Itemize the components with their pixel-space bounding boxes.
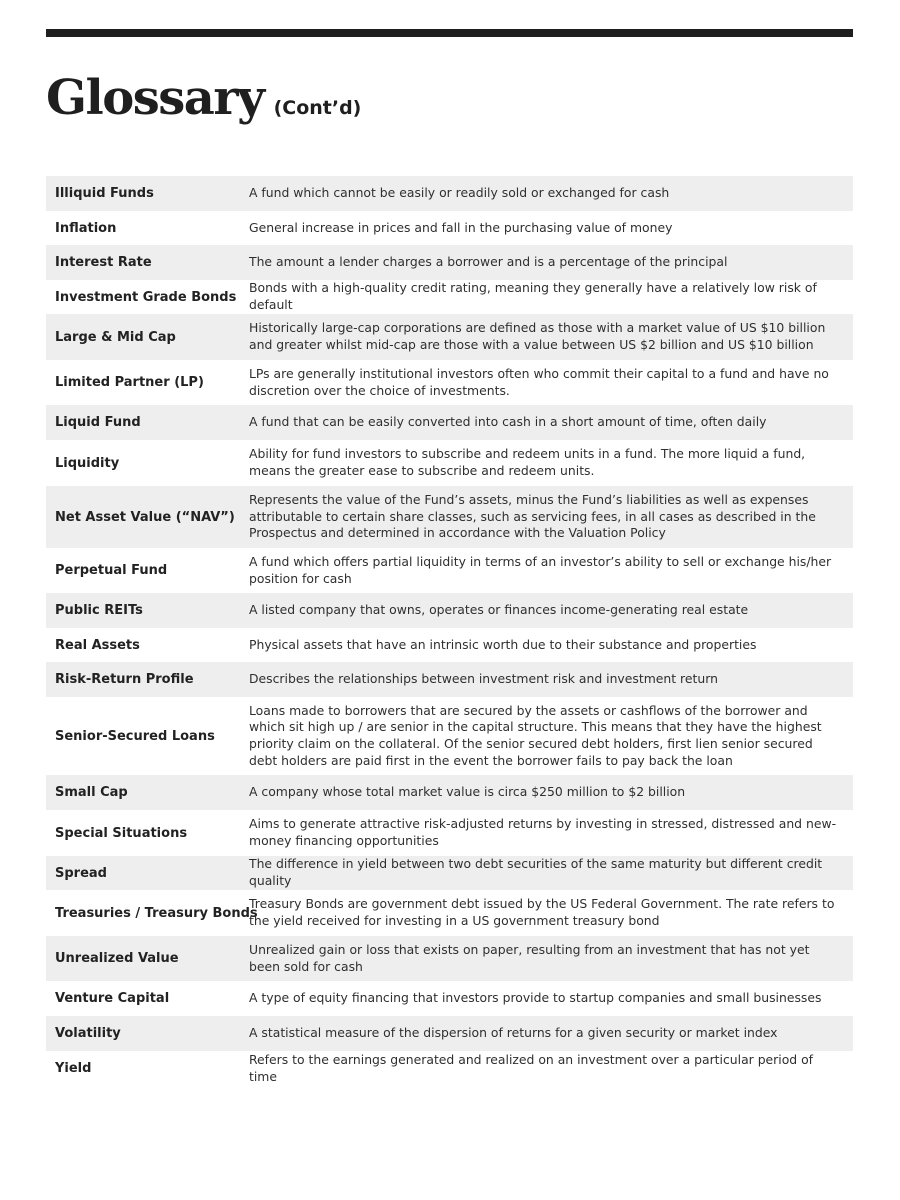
glossary-row xyxy=(46,176,853,211)
glossary-definition: Aims to generate attractive risk-adjusted returns by investing in stressed, distressed and new-money financing opportunities xyxy=(249,816,837,848)
glossary-definition: The amount a lender charges a borrower and is a percentage of the principal xyxy=(249,254,728,270)
glossary-definition: A statistical measure of the dispersion of returns for a given security or market index xyxy=(249,1025,778,1041)
glossary-row xyxy=(46,981,853,1016)
glossary-definition: A fund which cannot be easily or readily sold or exchanged for cash xyxy=(249,185,670,201)
glossary-term: Small Cap xyxy=(55,785,128,800)
glossary-row xyxy=(46,628,853,662)
glossary-definition: Loans made to borrowers that are secured by the assets or cashflows of the borrower and which sit high up / are senior in the capital structure. This means that they have the highest priority claim on the collateral. Of the senior secured debt holders, first lien senior secured debt holders are paid first in the event the borrower fails to pay back the loan xyxy=(249,702,822,768)
glossary-term: Spread xyxy=(55,865,107,881)
glossary-term: Senior-Secured Loans xyxy=(55,728,215,744)
glossary-definition: Treasury Bonds are government debt issued by the US Federal Government. The rate refers to the yield received for investing in a US government treasury bond xyxy=(249,896,835,928)
glossary-row xyxy=(46,662,853,697)
glossary-row xyxy=(46,1051,853,1086)
glossary-row xyxy=(46,405,853,440)
glossary-definition: Physical assets that have an intrinsic worth due to their substance and properties xyxy=(249,636,757,652)
glossary-term: Net Asset Value (“NAV”) xyxy=(55,509,235,525)
page-heading xyxy=(46,70,362,126)
glossary-term: Real Assets xyxy=(55,637,140,653)
glossary-row xyxy=(46,890,853,936)
glossary-term: Interest Rate xyxy=(55,255,152,270)
glossary-definition: A fund which offers partial liquidity in terms of an investor’s ability to sell or exchange his/her position for cash xyxy=(249,553,832,586)
glossary-definition: General increase in prices and fall in the purchasing value of money xyxy=(249,219,673,235)
glossary-row xyxy=(46,280,853,314)
glossary-row xyxy=(46,211,853,245)
glossary-row xyxy=(46,856,853,890)
glossary-definition: Refers to the earnings generated and realized on an investment over a particular period of time xyxy=(249,1051,814,1084)
glossary-term: Special Situations xyxy=(55,825,188,841)
page-title-suffix: (Cont’d) xyxy=(273,97,362,119)
glossary-row xyxy=(46,936,853,981)
glossary-row xyxy=(46,593,853,628)
glossary-definition: Bonds with a high-quality credit rating, meaning they generally have a relatively low risk of default xyxy=(249,280,817,312)
glossary-term: Limited Partner (LP) xyxy=(55,375,204,390)
glossary-term: Large & Mid Cap xyxy=(55,329,176,345)
glossary-table xyxy=(46,176,853,1086)
page-title: Glossary xyxy=(46,70,264,126)
glossary-term: Liquid Fund xyxy=(55,415,141,430)
glossary-row xyxy=(46,440,853,486)
glossary-row xyxy=(46,697,853,775)
glossary-definition: Unrealized gain or loss that exists on paper, resulting from an investment that has not yet been sold for cash xyxy=(249,941,810,974)
glossary-definition: Historically large-cap corporations are defined as those with a market value of US $10 billion and greater whilst mid-cap are those with a value between US $2 billion and US $10 billion xyxy=(249,320,826,352)
glossary-definition: Ability for fund investors to subscribe and redeem units in a fund. The more liquid a fund, means the greater ease to subscribe and redeem units. xyxy=(249,446,806,478)
glossary-row xyxy=(46,486,853,548)
glossary-term: Risk-Return Profile xyxy=(55,672,194,687)
glossary-definition: A type of equity financing that investors provide to startup companies and small businesses xyxy=(249,990,822,1006)
glossary-definition: A company whose total market value is circa $250 million to $2 billion xyxy=(249,784,686,800)
glossary-row xyxy=(46,810,853,856)
glossary-definition: Describes the relationships between investment risk and investment return xyxy=(249,671,718,687)
glossary-row xyxy=(46,548,853,593)
glossary-row xyxy=(46,775,853,810)
glossary-term: Unrealized Value xyxy=(55,951,179,966)
glossary-term: Public REITs xyxy=(55,603,143,618)
glossary-term: Illiquid Funds xyxy=(55,186,154,201)
glossary-row xyxy=(46,314,853,360)
glossary-row xyxy=(46,245,853,280)
glossary-term: Perpetual Fund xyxy=(55,563,168,578)
glossary-definition: A listed company that owns, operates or finances income-generating real estate xyxy=(249,602,749,618)
glossary-term: Liquidity xyxy=(55,455,120,471)
glossary-term: Yield xyxy=(55,1061,92,1076)
top-rule xyxy=(46,29,853,37)
glossary-term: Treasuries / Treasury Bonds xyxy=(55,905,258,921)
glossary-definition: A fund that can be easily converted into cash in a short amount of time, often daily xyxy=(249,414,767,430)
glossary-row xyxy=(46,360,853,405)
glossary-definition: Represents the value of the Fund’s assets, minus the Fund’s liabilities as well as expenses attributable to certain share classes, such as servicing fees, in all cases as described in the Prospectus and determined in accordance with the Valuation Policy xyxy=(249,492,816,541)
glossary-term: Investment Grade Bonds xyxy=(55,289,237,305)
glossary-definition: The difference in yield between two debt securities of the same maturity but different credit quality xyxy=(249,856,823,888)
glossary-definition: LPs are generally institutional investors often who commit their capital to a fund and have no discretion over the choice of investments. xyxy=(249,365,829,398)
glossary-term: Volatility xyxy=(55,1026,121,1041)
glossary-row xyxy=(46,1016,853,1051)
glossary-term: Venture Capital xyxy=(55,991,170,1006)
glossary-term: Inflation xyxy=(55,220,117,236)
